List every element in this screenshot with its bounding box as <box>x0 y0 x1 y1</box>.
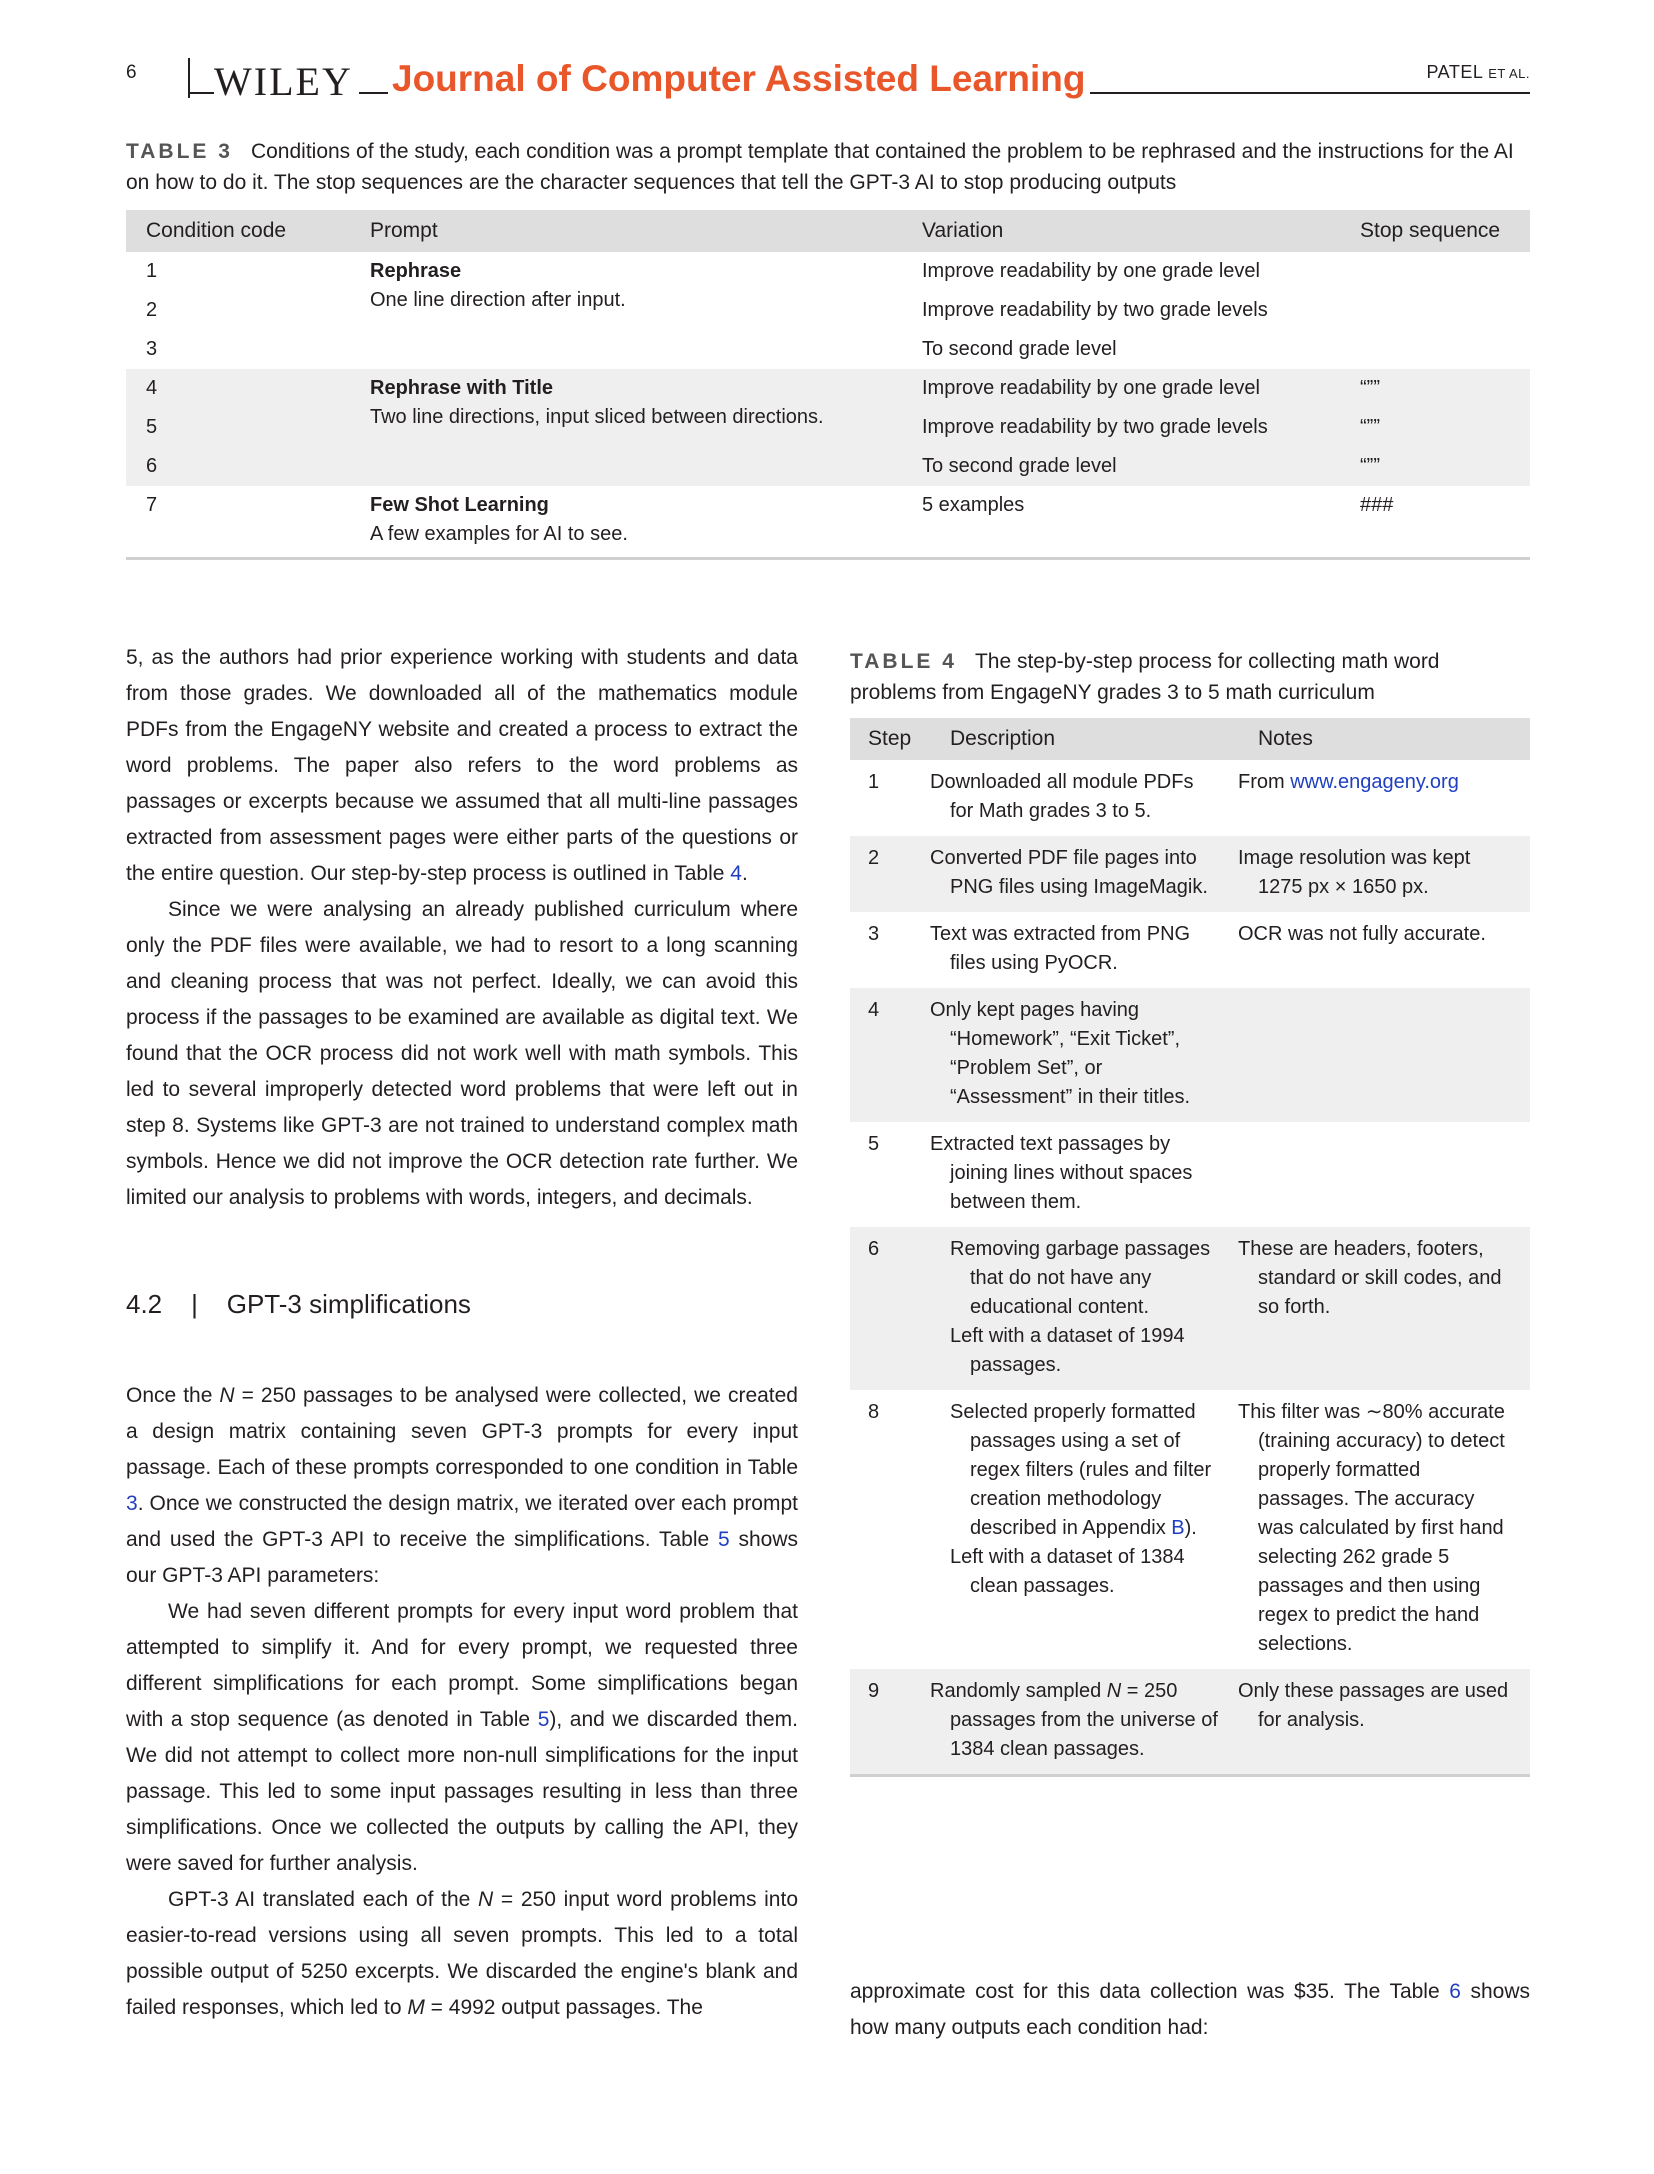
table-ref-link[interactable]: 6 <box>1449 1980 1461 2003</box>
prompt-desc: One line direction after input. <box>370 289 626 311</box>
step-number: 1 <box>868 771 880 793</box>
right-column-text: approximate cost for this data collection was $35. The Table 6 shows how many outputs each condition had: <box>850 1980 1530 2039</box>
table-row <box>850 912 1530 988</box>
paragraph: 5, as the authors had prior experience working with students and data from those grades. We downloaded all of the mathematics module PDFs from the EngageNY website and created a process to extract the word problems. The paper also refers to the word problems as passages or excerpts because we assumed that all multi-line passages extracted from assessment pages were either parts of the questions or the entire question. Our step-by-step process is outlined in Table 4. <box>126 646 798 885</box>
table-row <box>126 369 1530 408</box>
condition-code: 7 <box>126 486 350 559</box>
section-number: 4.2 <box>126 1289 163 1319</box>
stop-sequence <box>1340 330 1530 369</box>
variation: 5 examples <box>902 486 1340 559</box>
step-description: Selected properly formatted passages using a set of regex filters (rules and filter creation methodology described in Appendix B). Left with a dataset of 1384 clean passages. <box>950 1401 1212 1597</box>
table-row <box>126 252 1530 291</box>
condition-code: 4 <box>126 369 350 408</box>
table-row <box>850 1227 1530 1390</box>
paragraph: Once the N = 250 passages to be analysed were collected, we created a design matrix containing seven GPT-3 prompts for every input passage. Each of these prompts corresponded to one condition in Table 3. Once we constructed the design matrix, we iterated over each prompt and used the GPT-3 API to receive the simplifications. Table 5 shows our GPT-3 API parameters: <box>126 1384 798 1587</box>
prompt-title: Few Shot Learning <box>370 494 549 516</box>
table3-caption <box>126 136 1530 198</box>
paragraph: Since we were analysing an already published curriculum where only the PDF files were available, we had to resort to a long scanning and cleaning process that was not perfect. Ideally, we can avoid this process if the passages to be examined are available as digital text. We found that the OCR process did not work well with math symbols. This led to several improperly detected word problems that were left out in step 8. Systems like GPT-3 are not trained to understand complex math symbols. Hence we did not improve the OCR detection rate further. We limited our analysis to problems with words, integers, and decimals. <box>126 898 798 1209</box>
table4-caption-text: The step-by-step process for collecting math word problems from EngageNY grades 3 to 5 math curriculum <box>850 650 1440 704</box>
journal-title: Journal of Computer Assisted Learning <box>388 58 1090 100</box>
step-description: Text was extracted from PNG files using PyOCR. <box>930 923 1191 974</box>
engageny-link[interactable]: www.engageny.org <box>1290 771 1459 793</box>
variation: To second grade level <box>922 338 1117 360</box>
prompt-desc: Two line directions, input sliced between directions. <box>370 406 824 428</box>
step-description: Randomly sampled N = 250 passages from the universe of 1384 clean passages. <box>932 1669 1240 1776</box>
table3-header-cell: Condition code <box>126 210 350 252</box>
table-row <box>126 486 1530 559</box>
table4-header-cell: Description <box>932 718 1240 760</box>
step-number: 6 <box>850 1227 932 1390</box>
table4-label: TABLE 4 <box>850 650 957 673</box>
condition-code: 5 <box>126 408 350 447</box>
variation: Improve readability by one grade level <box>902 369 1340 408</box>
table4-header-cell: Step <box>850 718 932 760</box>
table3-caption-text: Conditions of the study, each condition was a prompt template that contained the problem to be rephrased and the instructions for the AI on how to do it. The stop sequences are the character sequences that tell the GPT-3 AI to stop producing outputs <box>126 140 1514 194</box>
step-number: 9 <box>850 1669 932 1776</box>
step-number: 5 <box>868 1133 880 1155</box>
variation: Improve readability by one grade level <box>922 260 1260 282</box>
variation: Improve readability by two grade levels <box>922 299 1268 321</box>
step-description: Removing garbage passages that do not have any educational content. Left with a dataset of 1994 passages. <box>932 1227 1240 1390</box>
paragraph: GPT-3 AI translated each of the N = 250 input word problems into easier-to-read versions using all seven prompts. This led to a total possible output of 5250 excerpts. We discarded the engine's blank and failed responses, which led to M = 4992 output passages. The <box>126 1888 799 2019</box>
prompt-cell <box>350 369 902 486</box>
section-title: GPT-3 simplifications <box>226 1289 471 1319</box>
step-number: 4 <box>850 988 932 1122</box>
appendix-link[interactable]: B <box>1171 1517 1185 1539</box>
step-notes: OCR was not fully accurate. <box>1238 923 1486 945</box>
stop-sequence <box>1340 252 1530 291</box>
condition-code: 1 <box>146 260 158 282</box>
table-row <box>850 1122 1530 1227</box>
prompt-title: Rephrase with Title <box>370 377 554 399</box>
step-notes <box>1240 1122 1530 1227</box>
table3-header-row <box>126 210 1530 252</box>
table-row <box>850 1669 1530 1776</box>
stop-sequence: “”” <box>1340 408 1530 447</box>
page-header <box>126 58 1530 104</box>
stop-sequence <box>1340 291 1530 330</box>
step-notes: Image resolution was kept 1275 px × 1650 px. <box>1240 836 1530 912</box>
table3 <box>126 210 1530 560</box>
table4-caption <box>850 646 1530 708</box>
prompt-cell <box>350 252 902 369</box>
prompt-title: Rephrase <box>370 260 462 282</box>
table-ref-link[interactable]: 3 <box>126 1492 138 1515</box>
section-heading <box>126 1286 798 1322</box>
stop-sequence: ### <box>1340 486 1530 559</box>
table4-header-cell: Notes <box>1240 718 1530 760</box>
table-row <box>850 760 1530 836</box>
prompt-desc: A few examples for AI to see. <box>370 523 628 545</box>
running-head: PATEL ET AL. <box>1426 62 1530 82</box>
stop-sequence: “”” <box>1340 369 1530 408</box>
table3-header-cell: Stop sequence <box>1340 210 1530 252</box>
step-description: Downloaded all module PDFs for Math grades 3 to 5. <box>930 771 1194 822</box>
section-separator: | <box>191 1289 198 1319</box>
table-row <box>850 836 1530 912</box>
stop-sequence: “”” <box>1340 447 1530 486</box>
publisher-logo: WILEY <box>214 58 359 105</box>
step-description: Extracted text passages by joining lines without spaces between them. <box>930 1133 1193 1213</box>
table4 <box>850 718 1530 1777</box>
page-number: 6 <box>126 62 137 83</box>
condition-code: 3 <box>146 338 158 360</box>
table4-header-row <box>850 718 1530 760</box>
step-number: 8 <box>868 1401 880 1423</box>
variation: To second grade level <box>902 447 1340 486</box>
table3-header-cell: Prompt <box>350 210 902 252</box>
left-column <box>126 640 798 2026</box>
table3-label: TABLE 3 <box>126 140 233 163</box>
table-ref-link[interactable]: 4 <box>730 862 742 885</box>
step-notes: Only these passages are used for analysis. <box>1240 1669 1530 1776</box>
variation: Improve readability by two grade levels <box>902 408 1340 447</box>
condition-code: 6 <box>126 447 350 486</box>
paragraph: We had seven different prompts for every input word problem that attempted to simplify it. And for every prompt, we requested three different simplifications for each prompt. Some simplifications began with a stop sequence (as denoted in Table 5), and we discarded them. We did not attempt to collect more non-null simplifications for the input passage. This led to some input passages resulting in less than three simplifications. Once we collected the outputs by calling the API, they were saved for further analysis. <box>126 1600 799 1875</box>
table-row <box>850 988 1530 1122</box>
step-notes <box>1240 988 1530 1122</box>
step-number: 2 <box>850 836 932 912</box>
table-ref-link[interactable]: 5 <box>717 1528 730 1551</box>
condition-code: 2 <box>146 299 158 321</box>
table-ref-link[interactable]: 5 <box>537 1708 550 1731</box>
step-notes: From www.engageny.org <box>1238 771 1459 793</box>
step-notes: This filter was ∼80% accurate (training accuracy) to detect properly formatted passages. The accuracy was calculated by first hand selecting 262 grade 5 passages and then using regex to predict the hand selections. <box>1238 1401 1505 1655</box>
step-number: 3 <box>868 923 880 945</box>
table-row <box>850 1390 1530 1669</box>
table3-header-cell: Variation <box>902 210 1340 252</box>
step-notes: These are headers, footers, standard or skill codes, and so forth. <box>1240 1227 1530 1390</box>
step-description: Only kept pages having “Homework”, “Exit Ticket”, “Problem Set”, or “Assessment” in their titles. <box>932 988 1240 1122</box>
prompt-cell <box>350 486 902 559</box>
step-description: Converted PDF file pages into PNG files using ImageMagik. <box>932 836 1240 912</box>
